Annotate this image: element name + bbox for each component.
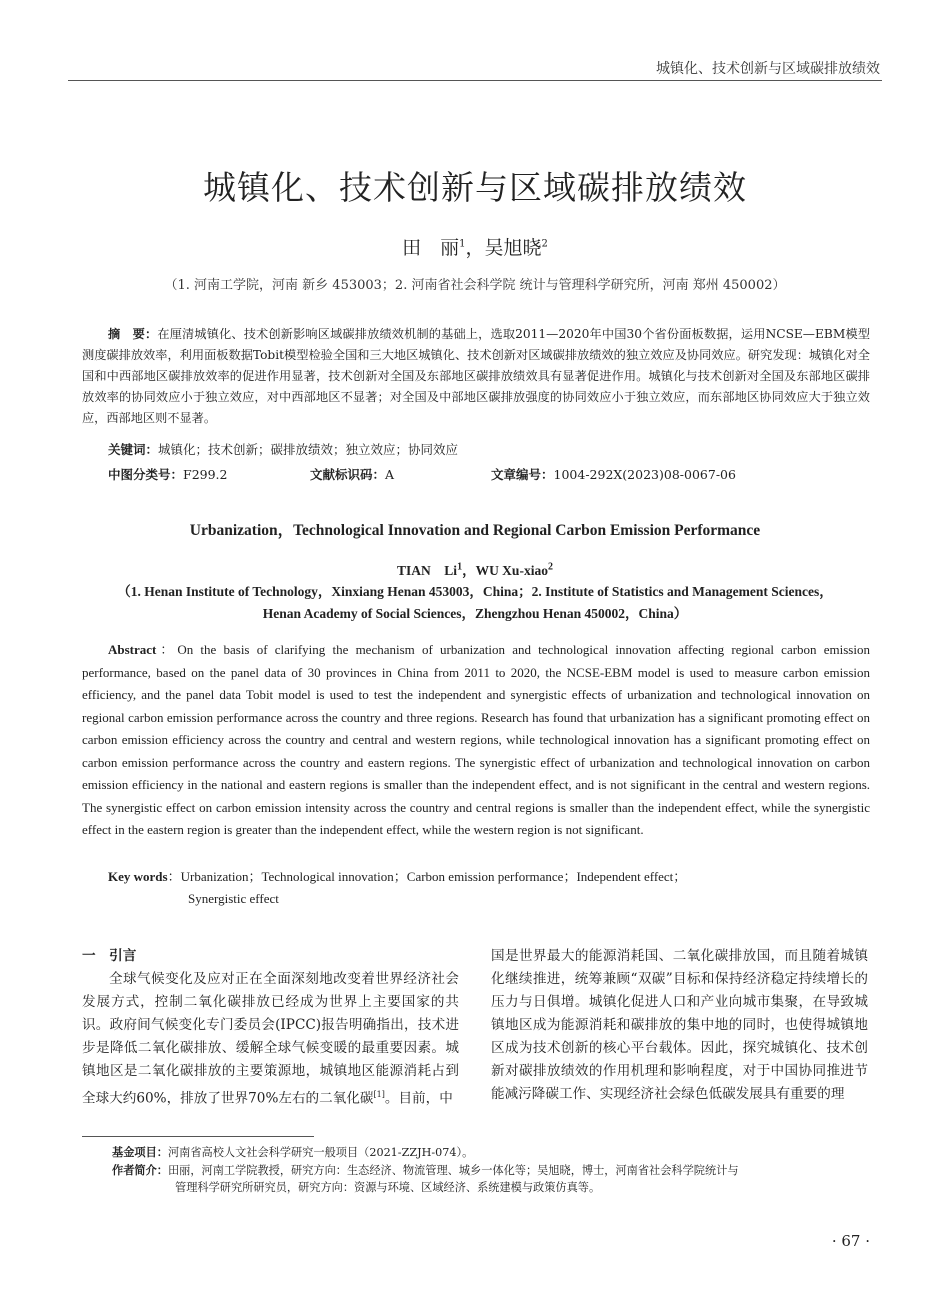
body-paragraph-left — [82, 968, 459, 1111]
fund-label: 基金项目： — [112, 1146, 168, 1159]
clc-label: 中图分类号： — [108, 467, 184, 482]
keywords-en-label: Key words — [108, 869, 168, 884]
abstract-en-label: Abstract — [108, 642, 157, 657]
body-column-right — [491, 945, 868, 1106]
affiliation-cn: （1. 河南工学院，河南 新乡 453003；2. 河南省社会科学院 统计与管理科学研究所，河南 郑州 450002） — [164, 278, 786, 293]
affiliation-en-line1: （1. Henan Institute of Technology，Xinxiang Henan 453003，China；2. Institute of Statistics and Management Sciences， — [117, 584, 833, 599]
author-separator-en: ， — [462, 563, 476, 578]
authors-en — [0, 559, 950, 579]
author2-affil-mark-en: 2 — [547, 561, 553, 573]
author2-affil-mark: 2 — [541, 238, 548, 250]
author2-name-cn: 吴旭晓 — [484, 237, 542, 259]
affiliation-en-line2: Henan Academy of Social Sciences，Zhengzhou Henan 450002，China） — [262, 606, 688, 621]
body-paragraph-right: 国是世界最大的能源消耗国、二氧化碳排放国，而且随着城镇化继续推进，统筹兼顾“双碳”目标和保持经济稳定持续增长的压力与日俱增。城镇化促进人口和产业向城市集聚，在导致城镇地区成为能源消耗和碳排放的集中地的同时，也使得城镇地区成为技术创新的核心平台载体。因此，探究城镇化、技术创新对碳排放绩效的作用机理和影响程度，对于中国协同推进节能减污降碳工作、实现经济社会绿色低碳发展具有重要的理 — [491, 948, 868, 1102]
abstract-en-text: On the basis of clarifying the mechanism of urbanization and technological innovation affecting regional carbon emission performance, based on the panel data of 30 provinces in China from 2011 to 2020, the NCSE-EBM model is used to measure carbon emission efficiency, and the panel data Tobit model is used to test the independent and synergistic effects of urbanization and technological innovation on regional carbon emission performance across the country and three regions. Research has found that urbanization has a significant promoting effect on carbon emission efficiency across the country and central and western regions, while technological innovation has a significant promoting effect on carbon emission performance across the country and eastern regions. The synergistic effect of urbanization and technological innovation on carbon emission efficiency in the national and eastern regions is smaller than the independent effect, and is not significant in the central and western regions. The synergistic effect on carbon emission intensity across the country and central regions is smaller than the independent effect, while the synergistic effect in the eastern region is greater than the independent effect, while the western region is not significant. — [82, 642, 870, 837]
page-number: · 67 · — [831, 1232, 870, 1250]
abstract-cn-text: 在厘清城镇化、技术创新影响区域碳排放绩效机制的基础上，选取2011—2020年中国30个省份面板数据，运用NCSE—EBM模型测度碳排放效率，利用面板数据Tobit模型检验全国和三大地区城镇化、技术创新对区域碳排放绩效的独立效应及协同效应。研究发现：城镇化对全国和中西部地区碳排放效率的促进作用显著，技术创新对全国及东部地区碳排放绩效具有显著促进作用。城镇化与技术创新对全国及东部地区碳排放效率的协同效应小于独立效应，对中西部地区不显著；对全国及中部地区碳排放强度的协同效应小于独立效应，而东部地区协同效应大于独立效应，西部地区则不显著。 — [82, 327, 871, 425]
author-bio-label: 作者简介： — [112, 1164, 168, 1177]
keywords-cn — [108, 440, 458, 458]
paper-title-en: Urbanization，Technological Innovation and Regional Carbon Emission Performance — [189, 522, 761, 539]
article-no-label: 文章编号： — [491, 467, 554, 482]
clc-value: F299.2 — [183, 467, 228, 482]
keywords-en-line1: Urbanization；Technological innovation；Carbon emission performance；Independent effect； — [180, 869, 687, 884]
author1-name-en: TIAN Li — [397, 563, 458, 578]
author-bio-text-1: 田丽，河南工学院教授，研究方向：生态经济、物流管理、城乡一体化等；吴旭晓，博士，河南省社会科学院统计与 — [167, 1164, 739, 1177]
doc-code-label: 文献标识码： — [310, 467, 386, 482]
fund-text: 河南省高校人文社会科学研究一般项目（2021-ZZJH-074）。 — [167, 1146, 474, 1159]
body-column-left — [82, 945, 459, 1111]
abstract-cn — [82, 324, 870, 429]
clc-number — [108, 465, 227, 483]
citation-1: [1] — [373, 1090, 385, 1099]
keywords-cn-text: 城镇化；技术创新；碳排放绩效；独立效应；协同效应 — [158, 442, 459, 457]
keywords-cn-label: 关键词： — [108, 442, 159, 457]
document-code — [310, 465, 394, 483]
article-number — [491, 465, 736, 483]
keywords-en — [108, 866, 686, 910]
abstract-cn-label: 摘 要： — [108, 327, 158, 341]
abstract-en-colon: ： — [156, 642, 178, 657]
header-rule — [68, 80, 882, 81]
para1-text-a: 全球气候变化及应对正在全面深刻地改变着世界经济社会发展方式，控制二氧化碳排放已经成为世界上主要国家的共识。政府间气候变化专门委员会(IPCC)报告明确指出，技术进步是降低二氧化碳排放、缓解全球气候变暖的最重要因素。城镇地区是二氧化碳排放的主要策源地，城镇地区能源消耗占到全球大约60%，排放了世界70%左右的二氧化碳 — [82, 971, 459, 1107]
paper-title-cn: 城镇化、技术创新与区域碳排放绩效 — [203, 168, 747, 207]
affiliation-en — [0, 581, 950, 625]
para1-text-b: 。目前，中 — [384, 1090, 453, 1107]
running-head: 城镇化、技术创新与区域碳排放绩效 — [656, 61, 880, 77]
author-bio-text-2: 管理科学研究所研究员，研究方向：资源与环境、区域经济、系统建模与政策仿真等。 — [175, 1181, 601, 1194]
article-no-value: 1004-292X(2023)08-0067-06 — [553, 467, 736, 482]
author1-affil-mark: 1 — [459, 238, 466, 250]
author1-name-cn: 田 丽 — [402, 237, 460, 259]
keywords-en-line2: Synergistic effect — [188, 891, 279, 906]
doc-code-value: A — [385, 467, 395, 482]
authors-cn — [0, 233, 950, 260]
footnote-rule — [82, 1136, 314, 1137]
author1-affil-mark-en: 1 — [457, 561, 463, 573]
author2-name-en: WU Xu-xiao — [475, 563, 548, 578]
footnote-fund — [112, 1144, 473, 1161]
author-separator: ， — [465, 237, 485, 259]
footnote-author-bio — [112, 1162, 739, 1196]
abstract-en — [82, 639, 870, 842]
section-heading: 一 引言 — [82, 948, 137, 964]
keywords-en-colon: ： — [167, 869, 181, 884]
